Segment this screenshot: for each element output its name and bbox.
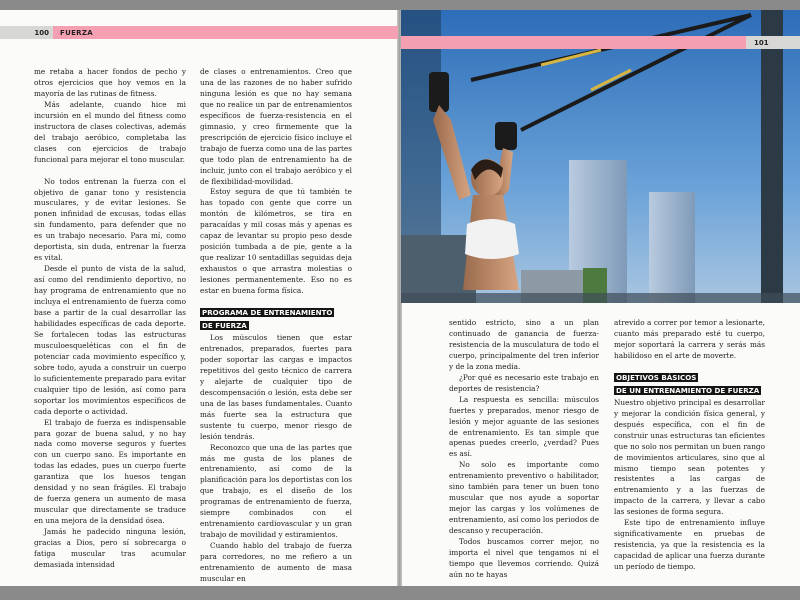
paragraph: Desde el punto de vista de la salud, así como del rendimiento deportivo, no hay programa de entrenamiento que no incluya el entrenamiento de fuerza como base a partir de la cual desarrollar las habilidades específicas de cada deporte. Se fortalecen todas las estructuras musculoesqueléticas con el fin de potenciar cada movimiento específico y, sobre todo, ayuda a construir un cuerpo lo suficientemente preparado para evitar cualquier tipo de lesión, así como para soportar los movimientos específicos de cada deporte o actividad. (34, 264, 186, 416)
paragraph: Los músculos tienen que estar entrenados, preparados, fuertes para poder soportar las cargas e impactos repetitivos del gesto técnico de carrera y alejarte de cualquier tipo de descompensación o lesión, esta debe ser una de las bases fundamentales. Cuanto más fuerte sea la estructura que sustente tu cuerpo, menor riesgo de lesión tendrás. (200, 333, 352, 441)
section-heading-programa-line2 (200, 320, 352, 331)
paragraph: Más adelante, cuando hice mi incursión en el mundo del fitness como instructora de clases colectivas, además del trabajo aeróbico, completaba las clases con ejercicios de trabajo funcional para mejorar el tono muscular. (34, 99, 186, 164)
paragraph: me retaba a hacer fondos de pecho y otros ejercicios que hoy vemos en la mayoría de las rutinas de fitness. (34, 67, 186, 98)
paragraph: Estoy segura de que tú también te has topado con gente que corre un montón de kilómetros, se tira en paracaídas y mil cosas más y apenas es capaz de levantar su propio peso desde posición tumbada a de pie, gente a la que realizar 10 sentadillas seguidas deja exhaustos o que arrastra molestias o lesiones permanentemente. Eso no es estar en buena forma física. (200, 187, 352, 296)
paragraph: Este tipo de entrenamiento influye significativamente en pruebas de resistencia, ya que la resistencia es la capacidad de aplicar una fuerza durante un período de tiempo. (614, 518, 765, 572)
paragraph: No solo es importante como entrenamiento preventivo o habilitador, sino también para tener un buen tono muscular que nos ayude a soportar mejor las cargas y los volúmenes de entrenamiento, así como los periodos de descanso y recuperación. (449, 460, 600, 536)
section-label: FUERZA (60, 28, 93, 37)
heading-line: DE FUERZA (202, 321, 247, 331)
heading-line: PROGRAMA DE ENTRENAMIENTO (202, 308, 333, 318)
page-number-right: 101 (746, 36, 800, 49)
woman-suspension-training-photo (401, 10, 800, 303)
text-column-2 (200, 67, 352, 585)
section-heading-objetivos (614, 372, 765, 383)
paragraph: Nuestro objetivo principal es desarrollar y mejorar la condición física general, y después específica, con el fin de construir unas estructuras tan eficientes que no solo nos permitan un buen rango de movimientos articulares, sino que al mismo tiempo sean potentes y resistentes a las cargas de entrenamiento y a las fuerzas de impacto de la carrera, y llevar a cabo las sesiones de forma segura. (614, 397, 765, 517)
paragraph: La respuesta es sencilla: músculos fuertes y preparados, menor riesgo de lesión y mejor aguante de las sesiones de entrenamiento. Es tan simple que apenas puedes creerlo, ¿verdad? Pues es así. (449, 394, 599, 459)
heading-line: DE UN ENTRENAMIENTO DE FUERZA (616, 385, 760, 395)
paragraph: No todos entrenan la fuerza con el objetivo de ganar tono y resistencia musculares, y de evitar lesiones. Se ponen infinidad de excusas, todas ellas sin fundamento, para defender que no es un trabajo necesario. Para mí, como deportista, sin duda, entrenar la fuerza es vital. (34, 176, 186, 263)
header-pink-bar-right-top (401, 36, 746, 49)
text-column-3 (449, 318, 599, 581)
text-column-1 (34, 67, 186, 571)
paragraph: Reconozco que una de las partes que más me gusta de los planes de entrenamiento, así como de la planificación para los deportistas con los que trabajo, es el diseño de los programas de entrenamiento de fuerza, siempre combinados con el entrenamiento cardiovascular y un gran trabajo de movilidad y estiramientos. (200, 442, 352, 540)
section-heading-programa (200, 307, 352, 318)
heading-line: OBJETIVOS BÁSICOS (616, 372, 697, 382)
paragraph: de clases o entrenamientos. Creo que una de las razones de no haber sufrido ninguna lesión es que no hay semana que no realice un par de entrenamientos específicos de fuerza-resistencia en el gimnasio, y creo firmemente que la prescripción de ejercicio físico incluye el trabajo de fuerza como una de las partes que todo plan de entrenamiento ha de incluir, junto con el trabajo aeróbico y el de flexibilidad-movilidad. (200, 67, 352, 186)
text-column-4 (614, 318, 765, 573)
section-heading-objetivos-line2 (614, 385, 765, 396)
paragraph: El trabajo de fuerza es indispensable para gozar de buena salud, y no hay nada como moverse seguros y fuertes con un cuerpo sano. Es importante en todas las edades, pues un cuerpo fuerte garantiza que los huesos tengan densidad y no sean frágiles. El trabajo de fuerza genera un aumento de masa muscular que directamente se traduce en una mejora de la densidad ósea. (34, 417, 186, 526)
paragraph: Jamás he padecido ninguna lesión, gracias a Dios, pero sí sobrecarga o fatiga muscular tras acumular demasiada intensidad (34, 527, 186, 569)
paragraph: ¿Por qué es necesario este trabajo en deportes de resistencia? (449, 372, 599, 393)
paragraph: Cuando hablo del trabajo de fuerza para corredores, no me refiero a un entrenamiento de aumento de masa muscular en (200, 541, 352, 583)
paragraph: atrevido a correr por temor a lesionarte, cuanto más preparado esté tu cuerpo, mejor soportará la carrera y serás más habilidoso en el arte de moverte. (614, 318, 765, 360)
paragraph: Todos buscamos correr mejor, no importa el nivel que tengamos ni el tiempo que llevemos corriendo. Quizá aún no te hayas (449, 537, 599, 579)
paragraph: sentido estricto, sino a un plan continuado de ganancia de fuerza-resistencia de la musculatura de todo el cuerpo, principalmente del tren inferior y de la zona media. (449, 318, 599, 371)
page-number-left: 100 (0, 26, 53, 39)
